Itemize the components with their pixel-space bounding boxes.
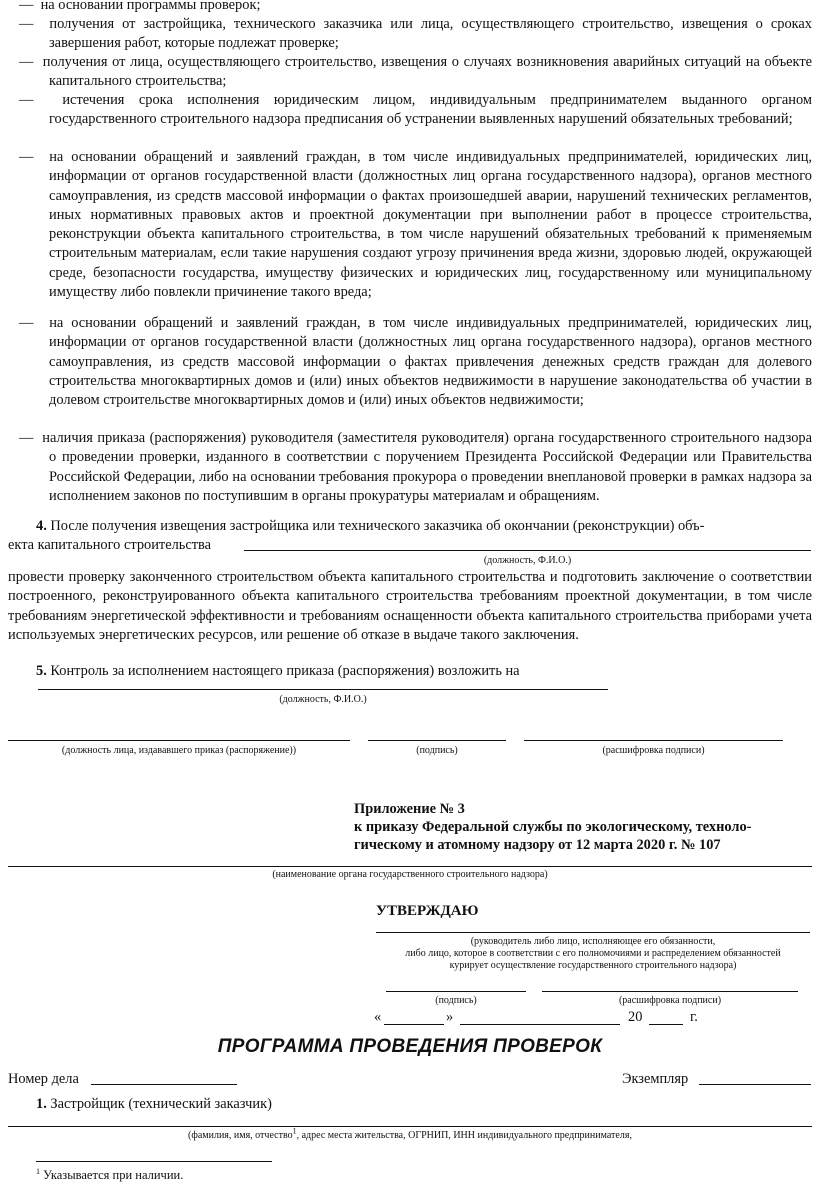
footnote-ref: 1 xyxy=(292,1126,297,1136)
date-month-line xyxy=(460,1024,620,1025)
list-item: — на основании обращений и заявлений граждан, в том числе индивидуальных предпринимателей, юридических лиц, информации от органов государственной власти (должностных лиц органа государственного надзора), органов местного самоуправления, из средств массовой информации о фактах произошедшей аварии, нарушений технических регламентов, иных нормативных правовых актов и проектной документации при выполнении работ в процессе строительства, реконструкции объекта капитального строительства, в том числе нарушений обязательных требований к применяемым строительным материалам, если такие нарушения создают угрозу причинения вреда жизни, здоровью людей, окружающей среде, безопасности государства, имуществу физических и юридических лиц, государственному или муниципальному имуществу либо повлекли причинение такого вреда; xyxy=(19,149,813,301)
bullet-text: на основании программы проверок; xyxy=(40,0,261,13)
approver-line xyxy=(376,932,810,933)
item-5-text: Контроль за исполнением настоящего приказа (распоряжения) возложить на xyxy=(50,663,520,679)
decoding-caption: (расшифровка подписи) xyxy=(602,745,705,756)
authority-caption: (наименование органа государственного строительного надзора) xyxy=(272,869,548,880)
approver-decoding-line xyxy=(542,991,798,992)
item-1-number: 1. xyxy=(36,1096,47,1112)
date-day-line xyxy=(384,1024,444,1025)
item-5-number: 5. xyxy=(36,663,47,679)
position-caption: (должность лица, издававшего приказ (распоряжение)) xyxy=(61,745,297,756)
fill-line xyxy=(244,550,811,551)
fill-line xyxy=(38,689,608,690)
approver-caption-2: либо лицо, которое в соответствии с его полномочиями и распределением обязанностей xyxy=(405,948,781,959)
footnote-text: Указывается при наличии. xyxy=(43,1168,184,1182)
approver-caption-1: (руководитель либо лицо, исполняющее его обязанности, xyxy=(470,936,716,947)
footnote-mark: 1 xyxy=(36,1166,40,1176)
item-5-caption: (должность, Ф.И.О.) xyxy=(279,694,367,705)
item-5 xyxy=(36,662,520,681)
developer-caption: (фамилия, имя, отчество$^1$, адрес места жительства, ОГРНИП, ИНН индивидуального предпринимателя, xyxy=(188,1126,632,1141)
signature-line xyxy=(368,740,506,741)
list-item: — получения от лица, осуществляющего строительство, извещения о случаях возникновения аварийных ситуаций на объекте капитального строительства; xyxy=(19,54,813,90)
signature-line-decoding xyxy=(524,740,783,741)
date-year-prefix: 20 xyxy=(628,1009,643,1025)
approver-signature-line xyxy=(386,991,526,992)
list-item: — на основании программы проверок; xyxy=(8,0,812,15)
bullet-text: на основании обращений и заявлений граждан, в том числе индивидуальных предпринимателей, юридических лиц, информации от органов государственной власти (должностных лиц органа государственного надзора), органов местного самоуправления, из средств массовой информации о фактах привлечения денежных средств граждан для долевого строительства многоквартирных домов и (или) иных объектов недвижимости в нарушение законодательства об участии в долевом строительстве многоквартирных домов и (или) иных объектов недвижимости; xyxy=(49,315,813,409)
list-item: — на основании обращений и заявлений граждан, в том числе индивидуальных предпринимателей, юридических лиц, информации от органов государственной власти (должностных лиц органа государственного надзора), органов местного самоуправления, из средств массовой информации о фактах привлечения денежных средств граждан для долевого строительства многоквартирных домов и (или) иных объектов недвижимости в нарушение законодательства об участии в долевом строительстве многоквартирных домов и (или) иных объектов недвижимости; xyxy=(19,315,813,409)
footnote-separator xyxy=(36,1161,272,1162)
item-4-text: После получения извещения застройщика или технического заказчика об окончании (реконструкции) объ- xyxy=(50,518,705,534)
list-item: — получения от застройщика, технического заказчика или лица, осуществляющего строительство, извещения о сроках завершения работ, которые подлежат проверке; xyxy=(19,16,812,52)
bullet-text: на основании обращений и заявлений граждан, в том числе индивидуальных предпринимателей, юридических лиц, информации от органов государственной власти (должностных лиц органа государственного надзора), органов местного самоуправления, из средств массовой информации о фактах произошедшей аварии, нарушений технических регламентов, иных нормативных правовых актов и проектной документации при выполнении работ в процессе строительства, реконструкции объекта капитального строительства, в том числе нарушений обязательных требований к применяемым строительным материалам, если такие нарушения создают угрозу причинения вреда жизни, здоровью людей, окружающей среде, безопасности государства, имуществу физических и юридических лиц, государственному или муниципальному имуществу либо повлекли причинение такого вреда; xyxy=(49,149,813,301)
case-number-line xyxy=(91,1084,237,1085)
case-number-label: Номер дела xyxy=(8,1071,79,1087)
bullet-text: наличия приказа (распоряжения) руководителя (заместителя руководителя) органа государственного строительного надзора о проведении проверки, изданного в соответствии с поручением Президента Российской Федерации или Правительства Российской Федерации, либо на основании требования прокурора о проведении внеплановой проверки в рамках надзора за исполнением законов по поступившим в органы прокуратуры материалам и обращениям. xyxy=(42,430,812,504)
copy-label: Экземпляр xyxy=(622,1071,689,1087)
bullet-text: получения от застройщика, технического заказчика или лица, осуществляющего строительство, извещения о сроках завершения работ, которые подлежат проверке; xyxy=(49,16,812,52)
approve-title: УТВЕРЖДАЮ xyxy=(376,903,479,919)
appendix-line1: Приложение № 3 xyxy=(354,801,465,817)
signature-caption: (подпись) xyxy=(416,745,458,756)
item-1-text: Застройщик (технический заказчик) xyxy=(50,1096,272,1112)
copy-line xyxy=(699,1084,811,1085)
footnote xyxy=(36,1167,183,1183)
appendix-line3: гическому и атомному надзору от 12 марта 2020 г. № 107 xyxy=(354,837,721,853)
item-4-caption: (должность, Ф.И.О.) xyxy=(483,555,572,566)
authority-line xyxy=(8,866,812,867)
developer-line xyxy=(8,1126,812,1127)
date-open-quote: « xyxy=(374,1009,382,1025)
item-4-line2: екта капитального строительства xyxy=(8,537,212,553)
bullet-text: истечения срока исполнения юридическим лицом, индивидуальным предпринимателем выданного органом государственного строительного надзора предписания об устранении выявленных нарушений обязательных требований; xyxy=(49,92,812,128)
list-item: — наличия приказа (распоряжения) руководителя (заместителя руководителя) органа государственного строительного надзора о проведении проверки, изданного в соответствии с поручением Президента Российской Федерации или Правительства Российской Федерации, либо на основании требования прокурора о проведении внеплановой проверки в рамках надзора за исполнением законов по поступившим в органы прокуратуры материалам и обращениям. xyxy=(19,430,812,504)
date-year-line xyxy=(649,1024,683,1025)
approver-caption-3: курирует осуществление государственного строительного надзора) xyxy=(449,960,737,971)
approver-decoding-caption: (расшифровка подписи) xyxy=(618,995,722,1006)
item-4-continuation: провести проверку законченного строительством объекта капитального строительства и подготовить заключение о соответствии построенного, реконструированного объекта капитального строительства требованиям проектной документации, в том числе требованиям энергетической эффективности и требованиям оснащенности объекта капитального строительства приборами учета используемых энергетических ресурсов, или решение об отказе в выдаче такого заключения. xyxy=(8,569,812,643)
item-4-number: 4. xyxy=(36,518,47,534)
item-1 xyxy=(36,1095,272,1114)
program-title: ПРОГРАММА ПРОВЕДЕНИЯ ПРОВЕРОК xyxy=(217,1036,603,1057)
item-4-line1 xyxy=(36,517,816,536)
date-close-quote: » xyxy=(446,1009,454,1025)
list-item: — истечения срока исполнения юридическим лицом, индивидуальным предпринимателем выданного органом государственного строительного надзора предписания об устранении выявленных нарушений обязательных требований; xyxy=(19,92,812,128)
date-year-suffix: г. xyxy=(690,1009,698,1025)
bullet-text: получения от лица, осуществляющего строительство, извещения о случаях возникновения аварийных ситуаций на объекте капитального строительства; xyxy=(42,54,813,90)
approver-signature-caption: (подпись) xyxy=(435,995,477,1006)
appendix-line2: к приказу Федеральной службы по экологическому, техноло- xyxy=(354,819,752,835)
signature-line-position xyxy=(8,740,350,741)
